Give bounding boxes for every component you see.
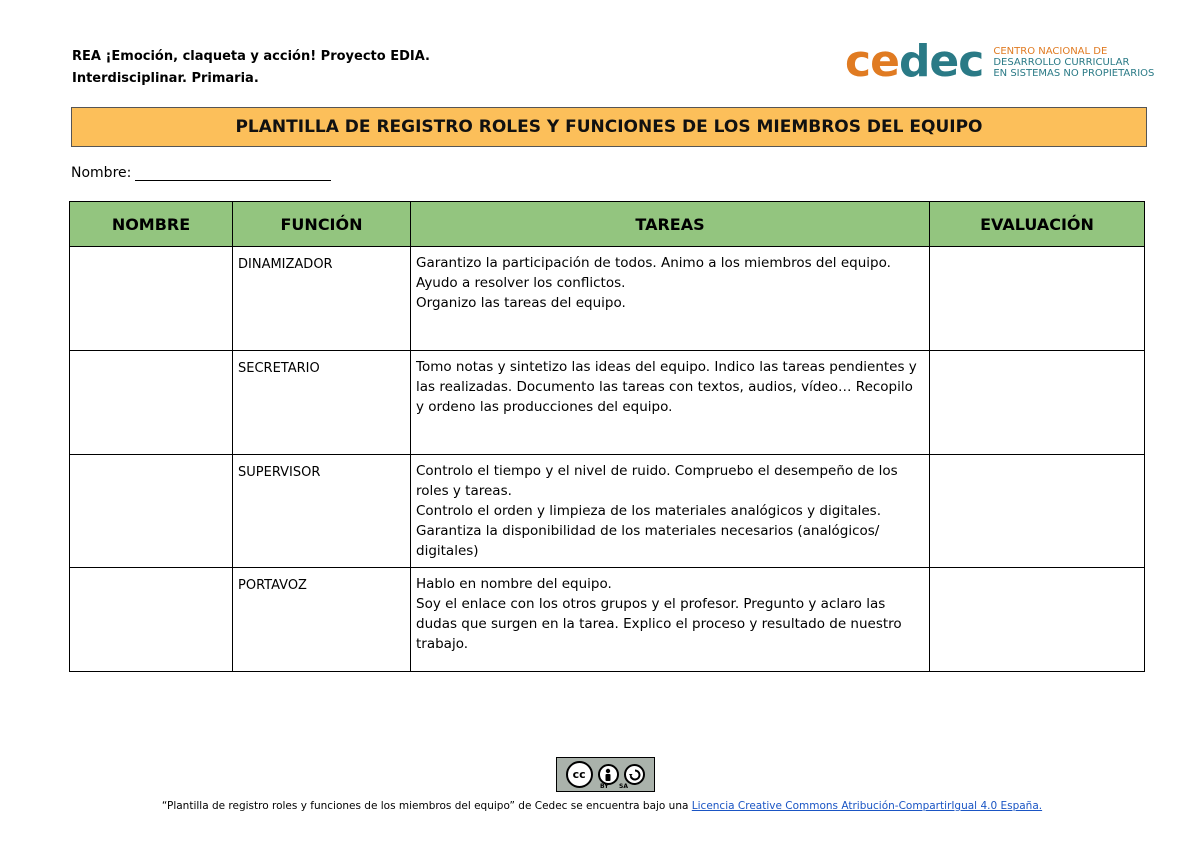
document-header — [72, 46, 430, 90]
nombre-cell[interactable] — [70, 568, 233, 672]
tareas-cell: Hablo en nombre del equipo. Soy el enlace con los otros grupos y el profesor. Pregunto y aclaro las dudas que surgen en la tarea. Explico el proceso y resultado de nuestro trabajo. — [411, 568, 930, 672]
tareas-cell: Tomo notas y sintetizo las ideas del equipo. Indico las tareas pendientes y las realizadas. Documento las tareas con textos, audios, vídeo… Recopilo y ordeno las producciones del equipo. — [411, 351, 930, 455]
header-line-1: REA ¡Emoción, claqueta y acción! Proyecto EDIA. — [72, 49, 430, 64]
footer-text: “Plantilla de registro roles y funciones de los miembros del equipo” de Cedec se encuentra bajo una — [161, 800, 692, 812]
nombre-cell[interactable] — [70, 351, 233, 455]
funcion-cell: PORTAVOZ — [233, 568, 411, 672]
header-evaluacion: EVALUACIÓN — [930, 202, 1145, 247]
evaluacion-cell[interactable] — [930, 351, 1145, 455]
nombre-cell[interactable] — [70, 455, 233, 568]
evaluacion-cell[interactable] — [930, 568, 1145, 672]
roles-table — [69, 201, 1145, 672]
cedec-logo-word: cedec — [845, 36, 984, 87]
header-funcion: FUNCIÓN — [233, 202, 411, 247]
evaluacion-cell[interactable] — [930, 247, 1145, 351]
table-row — [70, 455, 1145, 568]
attribution-icon — [598, 764, 619, 785]
header-line-2: Interdisciplinar. Primaria. — [72, 71, 259, 86]
nombre-cell[interactable] — [70, 247, 233, 351]
name-field — [71, 165, 331, 181]
funcion-cell: SUPERVISOR — [233, 455, 411, 568]
name-blank-line[interactable] — [135, 167, 331, 181]
funcion-cell: SECRETARIO — [233, 351, 411, 455]
table-header-row — [70, 202, 1145, 247]
cedec-logo — [845, 36, 1155, 87]
tareas-cell: Garantizo la participación de todos. Animo a los miembros del equipo. Ayudo a resolver los conflictos. Organizo las tareas del equipo. — [411, 247, 930, 351]
title-bar — [71, 107, 1147, 147]
page-title: PLANTILLA DE REGISTRO ROLES Y FUNCIONES DE LOS MIEMBROS DEL EQUIPO — [235, 117, 983, 137]
cc-badge-labels: BY SA — [600, 783, 629, 790]
header-tareas: TAREAS — [411, 202, 930, 247]
evaluacion-cell[interactable] — [930, 455, 1145, 568]
tareas-cell: Controlo el tiempo y el nivel de ruido. Compruebo el desempeño de los roles y tareas. Controlo el orden y limpieza de los materiales analógicos y digitales. Garantiza la disponibilidad de los materiales necesarios (analógicos/ digitales) — [411, 455, 930, 568]
license-link[interactable]: Licencia Creative Commons Atribución-CompartirIgual 4.0 España. — [691, 800, 1043, 812]
table-row — [70, 247, 1145, 351]
share-alike-icon — [624, 764, 645, 785]
name-label: Nombre: — [71, 165, 132, 181]
cedec-logo-subtitle: CENTRO NACIONAL DE DESARROLLO CURRICULAR EN SISTEMAS NO PROPIETARIOS — [993, 45, 1155, 79]
funcion-cell: DINAMIZADOR — [233, 247, 411, 351]
header-nombre: NOMBRE — [70, 202, 233, 247]
table-row — [70, 351, 1145, 455]
table-row — [70, 568, 1145, 672]
cc-icon: cc — [566, 761, 593, 788]
license-footer — [0, 800, 1204, 812]
